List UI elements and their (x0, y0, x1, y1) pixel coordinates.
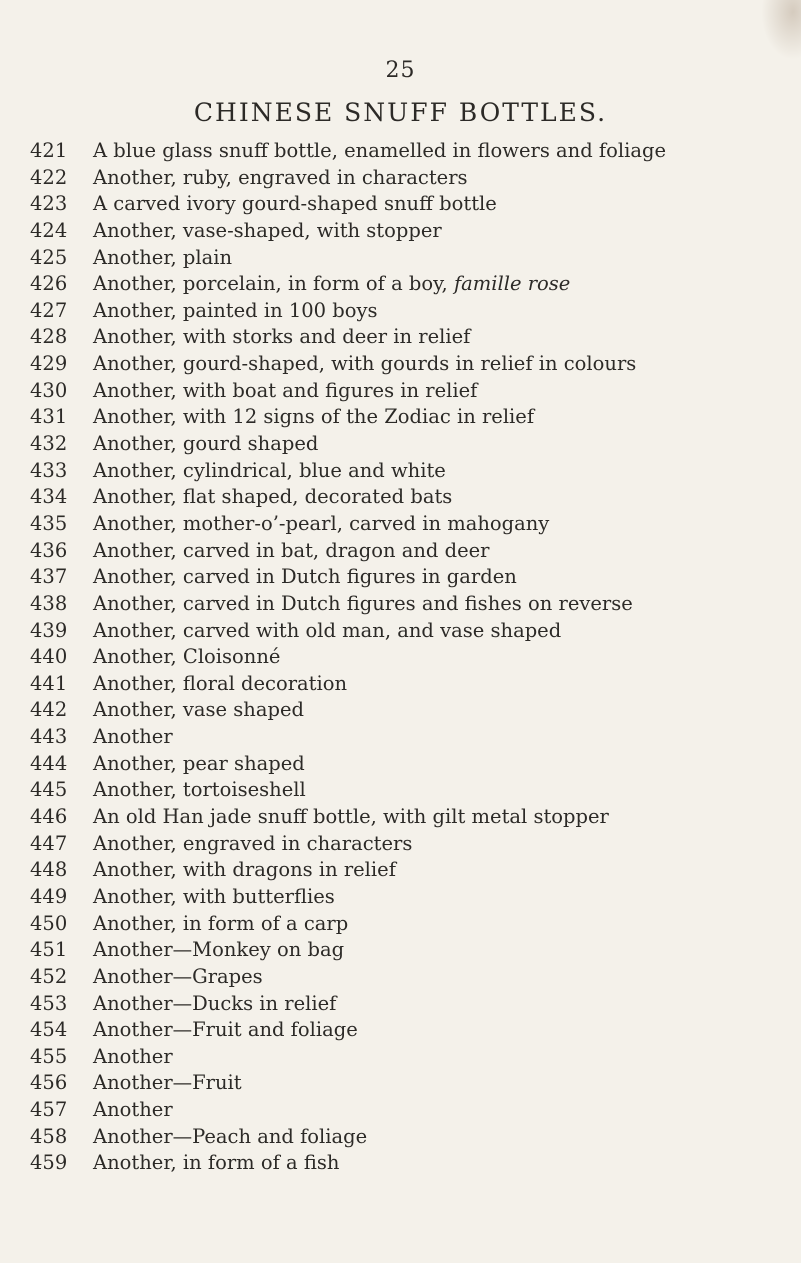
lot-number: 433 (30, 458, 68, 482)
lot-description-italic: famille rose (453, 272, 571, 296)
lot-description (93, 484, 452, 511)
lot-description (93, 831, 412, 858)
lot-description-text: Another, with boat and figures in relief (93, 378, 478, 402)
lot-number: 443 (30, 725, 68, 749)
lot-number: 441 (30, 671, 68, 695)
lot-row (0, 165, 801, 192)
lot-row (0, 351, 801, 378)
lot-description (93, 138, 666, 165)
lot-description-text: Another, in form of a fish (93, 1151, 340, 1175)
lot-row (0, 218, 801, 245)
lot-number: 444 (30, 751, 68, 775)
lot-row (0, 644, 801, 671)
lot-description (93, 1017, 358, 1044)
lot-row (0, 777, 801, 804)
lot-row (0, 564, 801, 591)
paper-stain (761, 0, 801, 60)
lot-description-text: Another, cylindrical, blue and white (93, 458, 446, 482)
lot-description (93, 991, 336, 1018)
lot-list (0, 138, 801, 1177)
lot-number: 439 (30, 618, 68, 642)
lot-description (93, 165, 468, 192)
lot-row (0, 271, 801, 298)
lot-description-text: A blue glass snuff bottle, enamelled in flowers and foliage (93, 139, 666, 162)
lot-row (0, 538, 801, 565)
lot-number: 438 (30, 591, 68, 615)
lot-description-text: Another, with butterflies (93, 884, 335, 908)
lot-row (0, 1017, 801, 1044)
lot-row (0, 964, 801, 991)
lot-row (0, 191, 801, 218)
lot-description (93, 937, 344, 964)
lot-number: 445 (30, 778, 68, 802)
lot-number: 458 (30, 1124, 68, 1148)
lot-number: 440 (30, 645, 68, 669)
lot-description-text: Another, with 12 signs of the Zodiac in relief (93, 405, 535, 429)
lot-row (0, 484, 801, 511)
lot-number: 435 (30, 511, 68, 535)
lot-description (93, 777, 306, 804)
lot-number: 448 (30, 858, 68, 882)
lot-description-text: Another, pear shaped (93, 751, 305, 775)
lot-row (0, 591, 801, 618)
lot-description (93, 378, 477, 405)
lot-description-text: Another—Fruit and foliage (93, 1018, 358, 1042)
lot-description-text: Another—Fruit (93, 1071, 242, 1095)
lot-description (93, 538, 490, 565)
lot-row (0, 431, 801, 458)
lot-description-text: Another, carved in Dutch figures in garden (93, 565, 517, 589)
lot-number: 450 (30, 911, 68, 935)
lot-description (93, 644, 280, 671)
lot-row (0, 378, 801, 405)
lot-number: 454 (30, 1018, 68, 1042)
lot-description-text: Another, ruby, engraved in characters (93, 165, 468, 189)
lot-description-text: Another, floral decoration (93, 671, 348, 695)
lot-description (93, 458, 446, 485)
lot-number: 434 (30, 485, 68, 509)
lot-description-text: Another, vase shaped (93, 698, 304, 722)
lot-number: 424 (30, 218, 68, 242)
lot-description (93, 724, 173, 751)
lot-description-text: Another, carved in Dutch figures and fishes on reverse (93, 591, 633, 615)
lot-row (0, 511, 801, 538)
lot-row (0, 911, 801, 938)
lot-description (93, 618, 561, 645)
lot-description-text: Another, Cloisonné (93, 645, 281, 669)
lot-description-text: Another, carved with old man, and vase shaped (93, 618, 562, 642)
lot-row (0, 831, 801, 858)
lot-description (93, 431, 318, 458)
lot-description (93, 404, 534, 431)
lot-description (93, 884, 335, 911)
lot-row (0, 724, 801, 751)
lot-description-text: Another, flat shaped, decorated bats (93, 485, 453, 509)
lot-number: 455 (30, 1044, 68, 1068)
lot-number: 446 (30, 805, 68, 829)
lot-description-text: Another (93, 1098, 173, 1122)
lot-number: 456 (30, 1071, 68, 1095)
lot-description-text: Another, vase-shaped, with stopper (93, 218, 442, 242)
lot-row (0, 1097, 801, 1124)
lot-row (0, 857, 801, 884)
lot-number: 437 (30, 565, 68, 589)
lot-row (0, 991, 801, 1018)
lot-description (93, 271, 570, 298)
lot-number: 422 (30, 165, 68, 189)
lot-row (0, 804, 801, 831)
lot-description (93, 591, 633, 618)
lot-row (0, 671, 801, 698)
lot-description-text: Another, porcelain, in form of a boy, (93, 272, 454, 296)
lot-row (0, 937, 801, 964)
lot-description (93, 1070, 242, 1097)
lot-description (93, 857, 396, 884)
lot-row (0, 751, 801, 778)
lot-row (0, 1150, 801, 1177)
lot-description (93, 191, 497, 218)
lot-description-text: Another—Monkey on bag (93, 938, 345, 962)
lot-description-text: Another, mother-o’-pearl, carved in mahogany (93, 511, 550, 535)
lot-description (93, 964, 263, 991)
lot-number: 426 (30, 272, 68, 296)
lot-row (0, 884, 801, 911)
lot-description-text: Another, with storks and deer in relief (93, 325, 471, 349)
lot-row (0, 1124, 801, 1151)
lot-number: 451 (30, 938, 68, 962)
lot-description (93, 351, 636, 378)
lot-number: 432 (30, 432, 68, 456)
lot-row (0, 404, 801, 431)
lot-row (0, 245, 801, 272)
lot-row (0, 1044, 801, 1071)
lot-description (93, 218, 442, 245)
lot-description-text: Another (93, 725, 173, 749)
lot-description-text: An old Han jade snuff bottle, with gilt metal stopper (93, 805, 609, 829)
lot-row (0, 324, 801, 351)
lot-description-text: Another—Peach and foliage (93, 1124, 368, 1148)
lot-row (0, 458, 801, 485)
lot-description (93, 1044, 173, 1071)
lot-description (93, 911, 348, 938)
lot-description (93, 697, 304, 724)
lot-description (93, 804, 609, 831)
lot-number: 427 (30, 298, 68, 322)
lot-description (93, 511, 549, 538)
lot-description-text: Another—Grapes (93, 964, 263, 988)
lot-number: 429 (30, 352, 68, 376)
lot-number: 423 (30, 192, 68, 216)
lot-number: 431 (30, 405, 68, 429)
lot-number: 428 (30, 325, 68, 349)
lot-description (93, 564, 517, 591)
lot-description (93, 298, 378, 325)
lot-description (93, 1150, 339, 1177)
lot-description-text: Another, with dragons in relief (93, 858, 396, 882)
lot-description-text: Another, gourd shaped (93, 432, 319, 456)
lot-row (0, 298, 801, 325)
lot-row (0, 697, 801, 724)
lot-number: 425 (30, 245, 68, 269)
page-number: 25 (385, 58, 416, 83)
lot-description (93, 751, 305, 778)
lot-description-text: Another, carved in bat, dragon and deer (93, 538, 490, 562)
lot-description (93, 1124, 367, 1151)
lot-description-text: Another (93, 1044, 173, 1068)
lot-description (93, 1097, 173, 1124)
lot-row (0, 1070, 801, 1097)
lot-number: 442 (30, 698, 68, 722)
lot-description (93, 324, 470, 351)
lot-number: 457 (30, 1098, 68, 1122)
lot-description (93, 245, 232, 272)
lot-description (93, 671, 347, 698)
lot-number: 452 (30, 964, 68, 988)
lot-description-text: Another, plain (93, 245, 233, 269)
lot-number: 436 (30, 538, 68, 562)
lot-number: 459 (30, 1151, 68, 1175)
lot-description-text: Another, gourd-shaped, with gourds in relief in colours (93, 352, 637, 376)
lot-number: 449 (30, 884, 68, 908)
lot-description-text: Another, engraved in characters (93, 831, 413, 855)
lot-description-text: Another, painted in 100 boys (93, 298, 378, 322)
section-title: CHINESE SNUFF BOTTLES. (193, 98, 608, 127)
lot-row (0, 618, 801, 645)
lot-number: 453 (30, 991, 68, 1015)
lot-number: 447 (30, 831, 68, 855)
lot-description-text: Another, tortoiseshell (93, 778, 306, 802)
lot-number: 430 (30, 378, 68, 402)
lot-row (0, 138, 801, 165)
lot-description-text: Another, in form of a carp (93, 911, 349, 935)
lot-description-text: Another—Ducks in relief (93, 991, 337, 1015)
lot-description-text: A carved ivory gourd-shaped snuff bottle (93, 192, 497, 216)
lot-number: 421 (30, 139, 68, 162)
